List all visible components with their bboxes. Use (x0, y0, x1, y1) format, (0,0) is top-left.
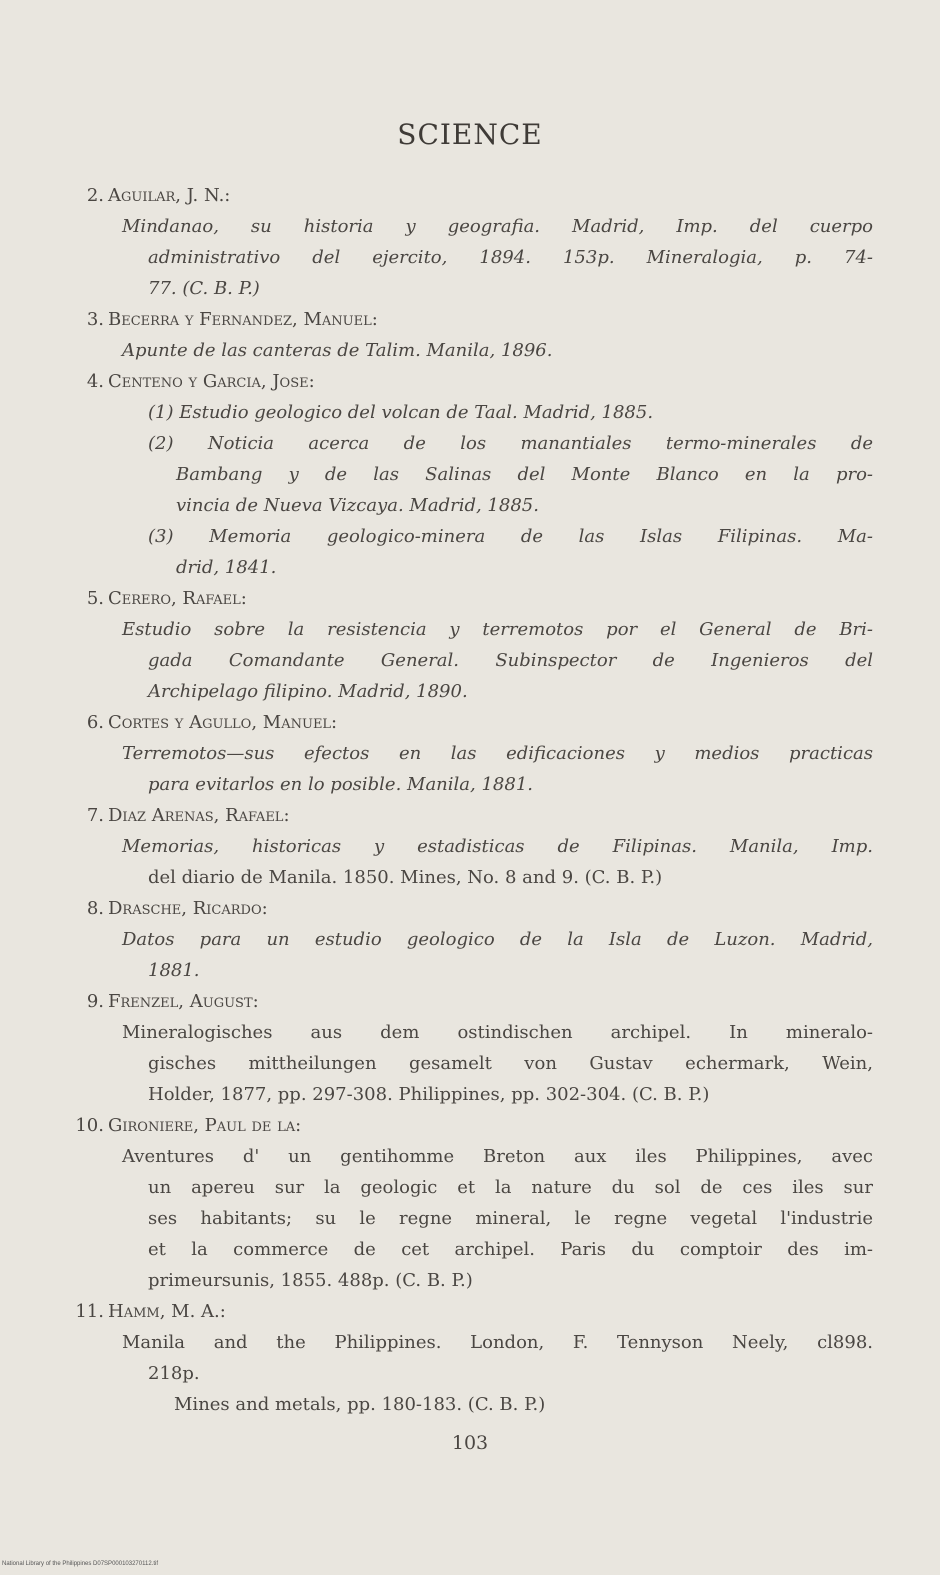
bibliography-entry (58, 707, 873, 800)
entry-number: 10. (75, 1115, 104, 1136)
entry-author: Centeno y Garcia, Jose: (108, 371, 315, 392)
entry-text-line: Mineralogisches aus dem ostindischen archipel. In mineralo- (122, 1022, 873, 1043)
entry-text-line: et la commerce de cet archipel. Paris du comptoir des im- (148, 1239, 873, 1260)
entry-text-line: Bambang y de las Salinas del Monte Blanco en la pro- (176, 464, 873, 485)
entry-text-line: primeursunis, 1855. 488p. (C. B. P.) (148, 1270, 473, 1291)
entry-text-line: vincia de Nueva Vizcaya. Madrid, 1885. (176, 495, 539, 516)
entry-text-line: (3) Memoria geologico-minera de las Islas Filipinas. Ma- (148, 526, 873, 547)
entry-text-line: un apereu sur la geologic et la nature du sol de ces iles sur (148, 1177, 873, 1198)
entry-text-line: Mindanao, su historia y geografia. Madrid, Imp. del cuerpo (122, 216, 873, 237)
entry-text-line: Manila and the Philippines. London, F. Tennyson Neely, cl898. (122, 1332, 873, 1353)
entry-text-line: Archipelago filipino. Madrid, 1890. (148, 681, 468, 702)
entry-text-line: 77. (C. B. P.) (148, 278, 260, 299)
bibliography-entry (58, 1296, 873, 1420)
entry-text-line: ses habitants; su le regne mineral, le regne vegetal l'industrie (148, 1208, 873, 1229)
entry-author: Diaz Arenas, Rafael: (108, 805, 290, 826)
entry-author: Cerero, Rafael: (108, 588, 247, 609)
entry-text-line: Datos para un estudio geologico de la Isla de Luzon. Madrid, (122, 929, 873, 950)
entry-number: 11. (75, 1301, 104, 1322)
entry-text-line: para evitarlos en lo posible. Manila, 1881. (148, 774, 533, 795)
bibliography-list (58, 180, 873, 1420)
entry-author: Hamm, M. A.: (108, 1301, 226, 1322)
entry-text-line: Estudio sobre la resistencia y terremotos por el General de Bri- (122, 619, 873, 640)
entry-text-line: (2) Noticia acerca de los manantiales termo-minerales de (148, 433, 873, 454)
entry-author: Frenzel, August: (108, 991, 259, 1012)
page-number: 103 (451, 1432, 489, 1454)
entry-number: 4. (86, 371, 104, 392)
entry-author: Aguilar, J. N.: (108, 185, 231, 206)
entry-author: Drasche, Ricardo: (108, 898, 268, 919)
entry-text-line: Aventures d' un gentihomme Breton aux iles Philippines, avec (122, 1146, 873, 1167)
entry-text-line: 218p. (148, 1363, 200, 1384)
bibliography-entry (58, 304, 873, 366)
entry-text-line: gisches mittheilungen gesamelt von Gustav echermark, Wein, (148, 1053, 873, 1074)
bibliography-entry (58, 893, 873, 986)
entry-text-line: Memorias, historicas y estadisticas de Filipinas. Manila, Imp. (122, 836, 873, 857)
entry-author: Gironiere, Paul de la: (108, 1115, 302, 1136)
entry-note-line: Mines and metals, pp. 180-183. (C. B. P.) (174, 1394, 546, 1415)
bibliography-entry (58, 180, 873, 304)
bibliography-entry (58, 986, 873, 1110)
entry-text-line: (1) Estudio geologico del volcan de Taal. Madrid, 1885. (148, 402, 654, 423)
scan-footer: National Library of the Philippines D07SP000103270112.tif (2, 1561, 158, 1567)
entry-author: Cortes y Agullo, Manuel: (108, 712, 338, 733)
entry-text-line: Holder, 1877, pp. 297-308. Philippines, pp. 302-304. (C. B. P.) (148, 1084, 710, 1105)
bibliography-entry (58, 583, 873, 707)
entry-text-line: administrativo del ejercito, 1894. 153p. Mineralogia, p. 74- (148, 247, 873, 268)
entry-number: 7. (86, 805, 104, 826)
bibliography-entry (58, 1110, 873, 1296)
entry-author: Becerra y Fernandez, Manuel: (108, 309, 378, 330)
entry-text-line: Apunte de las canteras de Talim. Manila, 1896. (122, 340, 553, 361)
page-title: SCIENCE (397, 118, 543, 151)
entry-number: 3. (86, 309, 104, 330)
entry-text-line: gada Comandante General. Subinspector de Ingenieros del (148, 650, 873, 671)
bibliography-entry (58, 800, 873, 893)
entry-text-line: Terremotos—sus efectos en las edificaciones y medios practicas (122, 743, 873, 764)
bibliography-entry (58, 366, 873, 583)
entry-text-line: 1881. (148, 960, 200, 981)
entry-number: 9. (86, 991, 104, 1012)
entry-number: 8. (86, 898, 104, 919)
entry-number: 2. (86, 185, 104, 206)
entry-number: 5. (86, 588, 104, 609)
entry-number: 6. (86, 712, 104, 733)
entry-text-line: del diario de Manila. 1850. Mines, No. 8 and 9. (C. B. P.) (148, 867, 663, 888)
entry-text-line: drid, 1841. (176, 557, 277, 578)
